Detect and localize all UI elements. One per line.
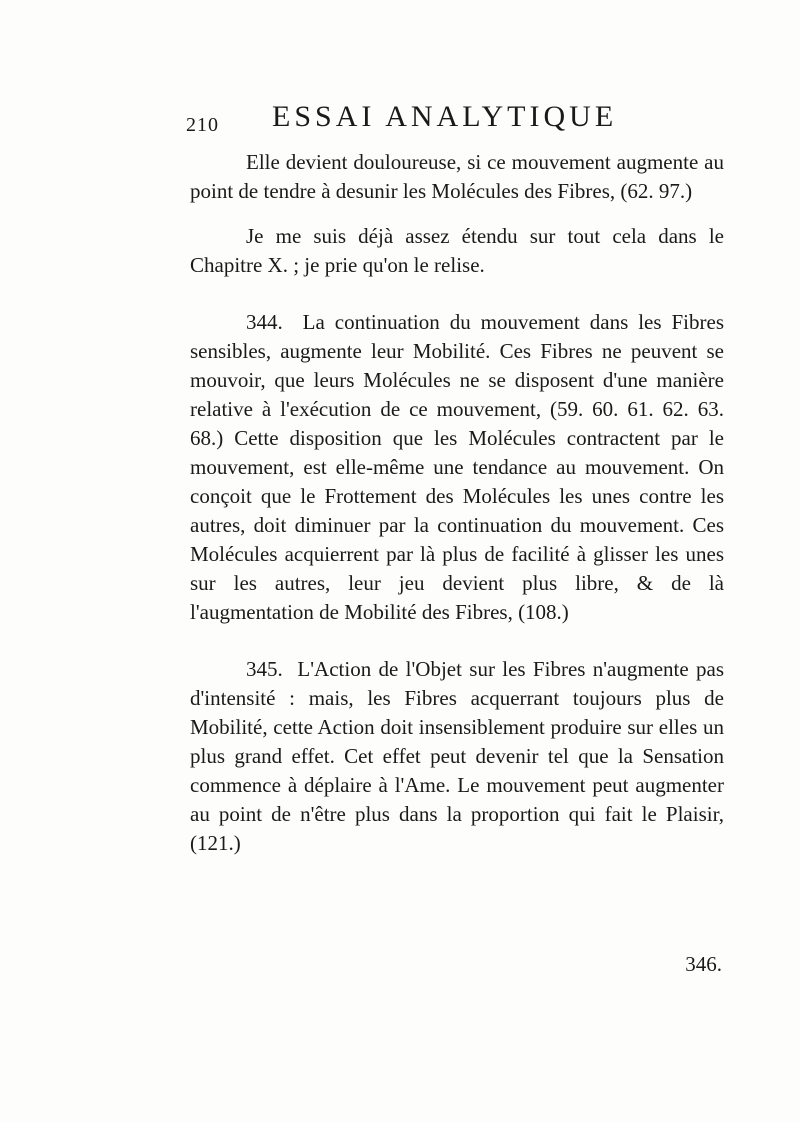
numbered-paragraph [190, 655, 724, 858]
paragraph-text: Je me suis déjà assez étendu sur tout cela dans le Chapitre X. ; je prie qu'on le relise. [190, 224, 724, 277]
paragraph-number: 345. [246, 657, 283, 681]
page-header [186, 100, 646, 140]
paragraph-number: 344. [246, 310, 283, 334]
paragraph-text: L'Action de l'Objet sur les Fibres n'augmente pas d'intensité : mais, les Fibres acquerrant toujours plus de Mobilité, cette Action doit insensiblement produire sur elles un plus grand effet. Cet effet peut devenir tel que la Sensation commence à déplaire à l'Ame. Le mouvement peut augmenter au point de n'être plus dans la proportion qui fait le Plaisir, (121.) [190, 657, 725, 855]
page-number: 210 [186, 114, 219, 136]
paragraph-text: La continuation du mouvement dans les Fibres sensibles, augmente leur Mobilité. Ces Fibres ne peuvent se mouvoir, que leurs Molécules ne se disposent d'une manière relative à l'exécution de ce mouvement, (59. 60. 61. 62. 63. 68.) Cette disposition que les Molécules contractent par le mouvement, est elle-même une tendance au mouvement. On conçoit que le Frottement des Molécules les unes contre les autres, doit diminuer par la continuation du mouvement. Ces Molécules acquierrent par là plus de facilité à glisser les unes sur les autres, leur jeu devient plus libre, & de là l'augmentation de Mobilité des Fibres, (108.) [190, 310, 725, 624]
paragraph [190, 222, 724, 280]
numbered-paragraph [190, 308, 724, 627]
body-text [190, 148, 724, 858]
catchword: 346. [685, 952, 722, 976]
running-title: ESSAI ANALYTIQUE [272, 100, 618, 133]
paragraph-text: Elle devient douloureuse, si ce mouvement augmente au point de tendre à desunir les Molécules des Fibres, (62. 97.) [190, 150, 724, 203]
paragraph [190, 148, 724, 206]
